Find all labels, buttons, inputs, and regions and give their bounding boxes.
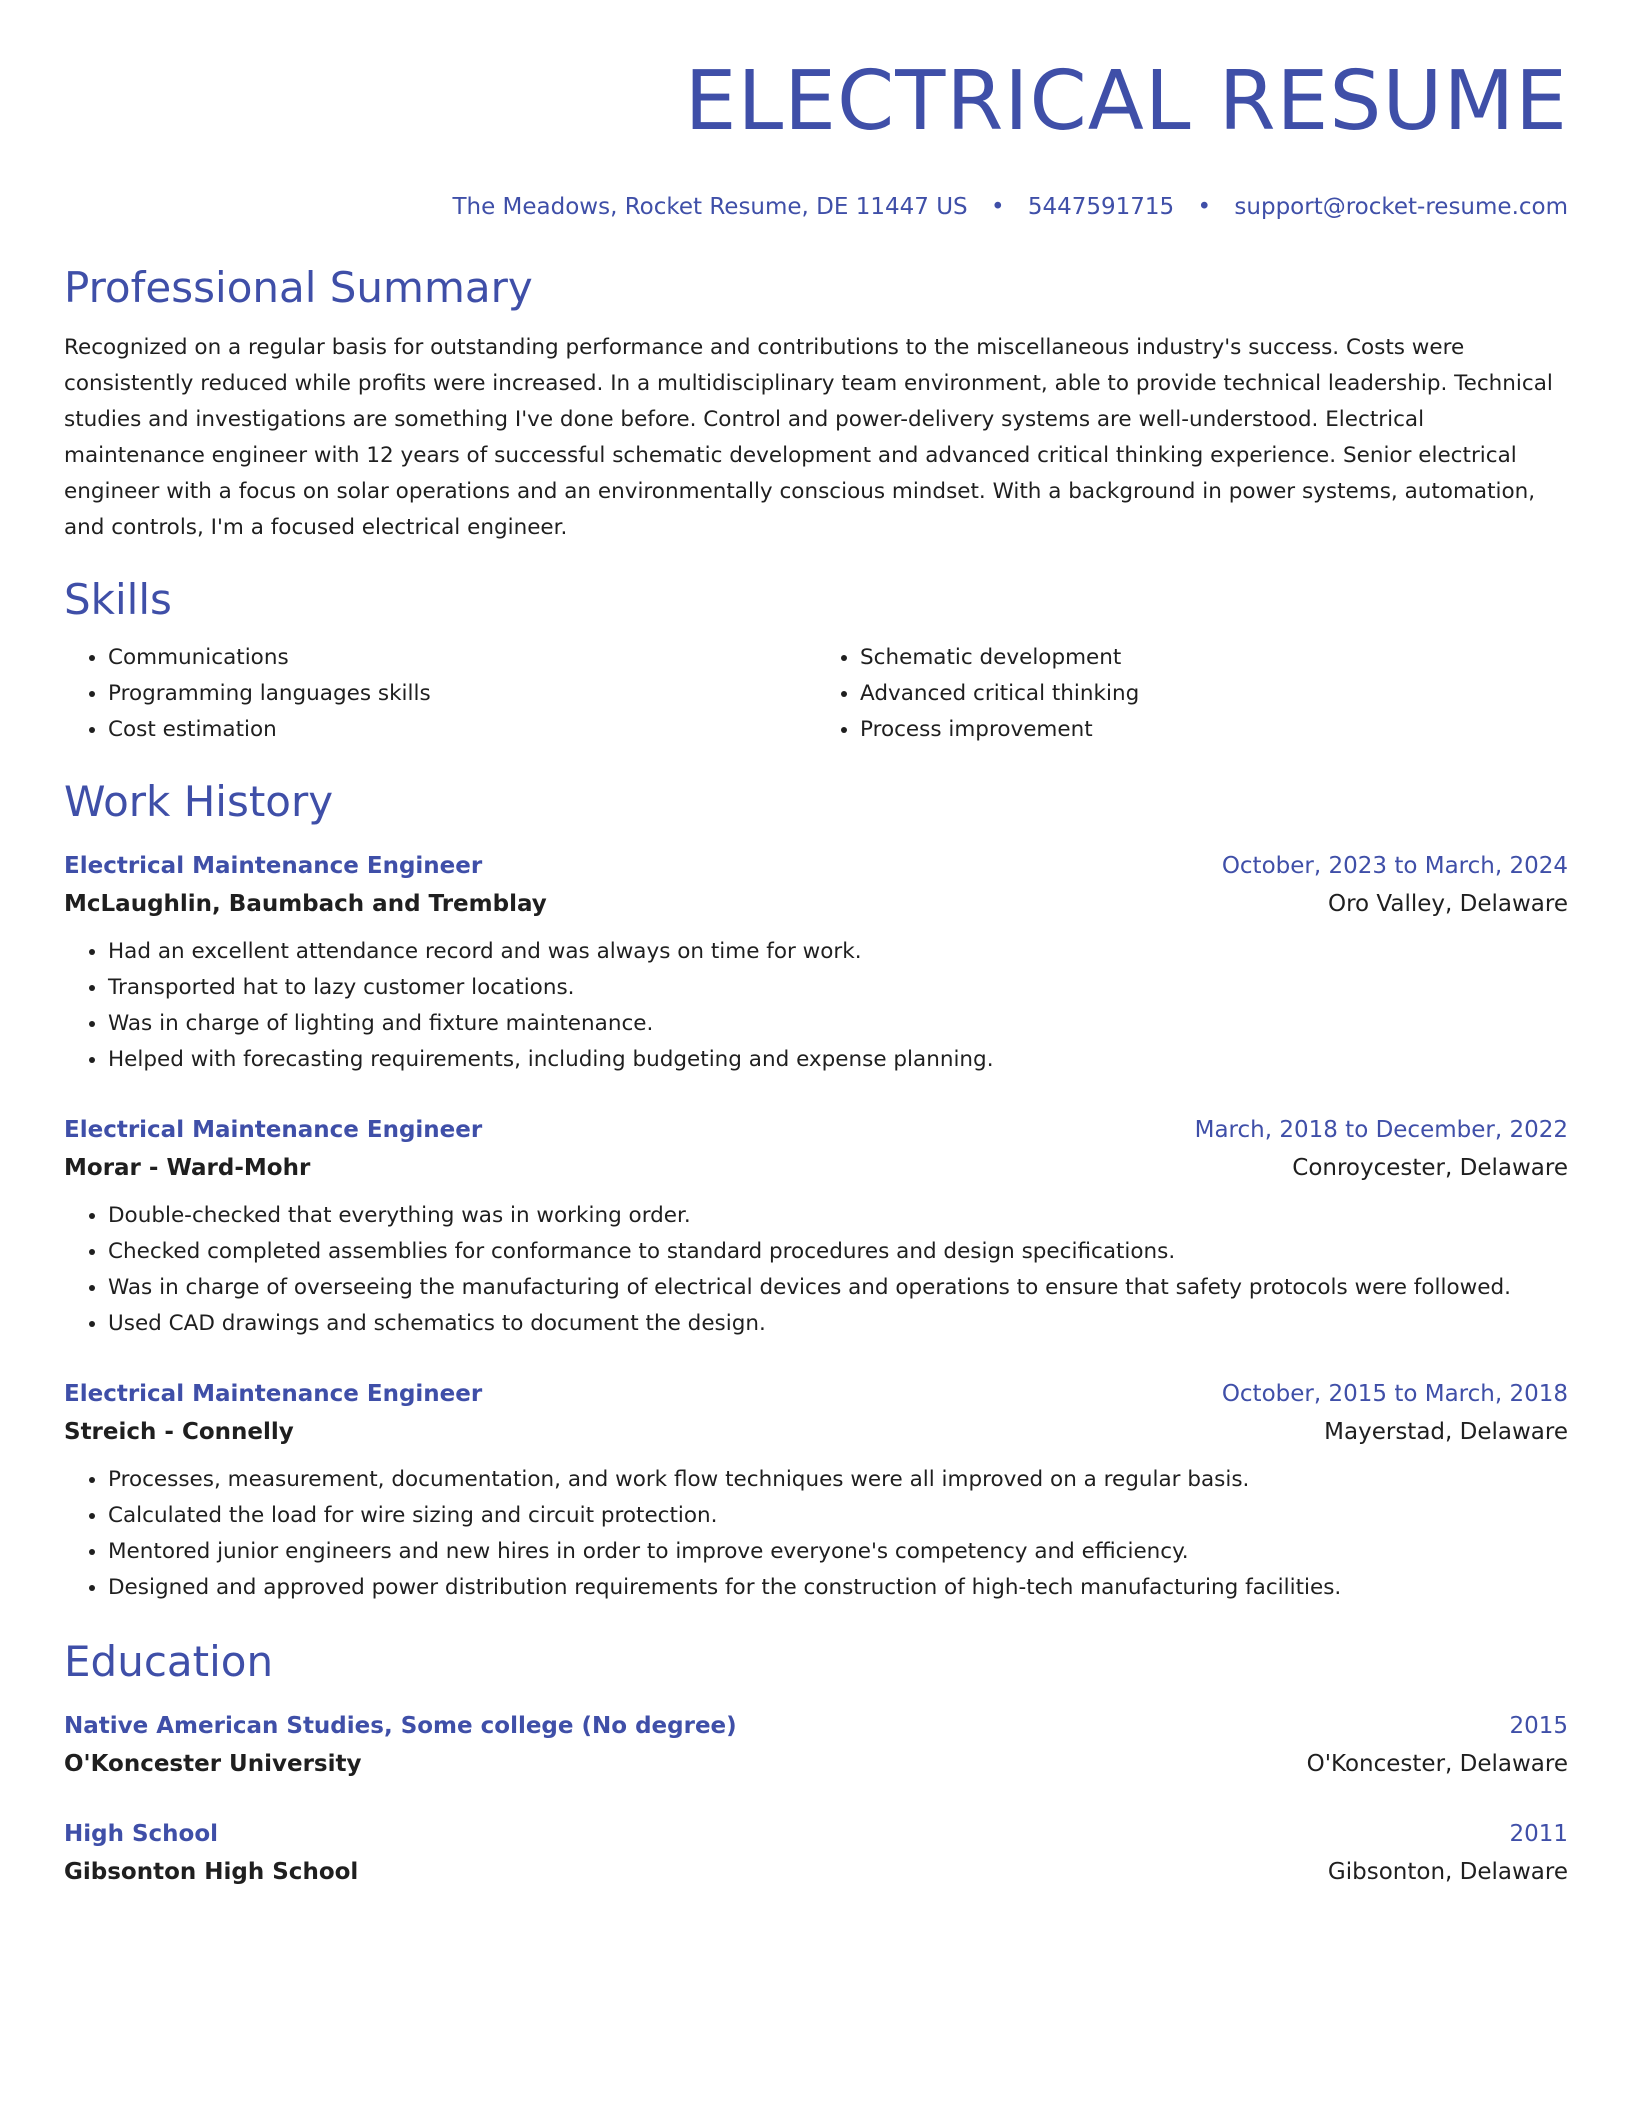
education-school: O'Koncester University	[64, 1751, 362, 1777]
resume-name: ELECTRICAL RESUME	[684, 54, 1568, 149]
education-year: 2015	[1509, 1713, 1568, 1739]
job-bullet: • Checked completed assemblies for conformance to standard procedures and design specifications.	[108, 1234, 1568, 1270]
job-bullets	[64, 934, 1568, 1078]
skill-item: • Schematic development	[860, 640, 1568, 676]
job-bullet: • Mentored junior engineers and new hires in order to improve everyone's competency and efficiency.	[108, 1534, 1568, 1570]
job-bullet: • Calculated the load for wire sizing and circuit protection.	[108, 1498, 1568, 1534]
summary-text: Recognized on a regular basis for outstanding performance and contributions to the miscellaneous industry's success. Costs were consistently reduced while profits were increased. In a multidisciplinary team environment, able to provide technical leadership. Technical studies and investigations are something I've done before. Control and power-delivery systems are well-understood. Electrical maintenance engineer with 12 years of successful schematic development and advanced critical thinking experience. Senior electrical engineer with a focus on solar operations and an environmentally conscious mindset. With a background in power systems, automation, and controls, I'm a focused electrical engineer.	[64, 335, 1553, 540]
contact-separator: •	[1197, 194, 1212, 220]
education-location: O'Koncester, Delaware	[1306, 1751, 1568, 1777]
job-bullet: • Was in charge of overseeing the manufacturing of electrical devices and operations to ensure that safety protocols were followed.	[108, 1270, 1568, 1306]
contact-phone: 5447591715	[1027, 194, 1175, 220]
job-bullet: • Used CAD drawings and schematics to document the design.	[108, 1306, 1568, 1342]
skill-item: • Programming languages skills	[108, 676, 816, 712]
skill-item: • Advanced critical thinking	[860, 676, 1568, 712]
job-location: Conroycester, Delaware	[1292, 1155, 1568, 1181]
job-company: Morar - Ward-Mohr	[64, 1155, 311, 1181]
education-school: Gibsonton High School	[64, 1859, 359, 1885]
job-title: Electrical Maintenance Engineer	[64, 853, 483, 879]
job-bullets	[64, 1462, 1568, 1606]
skills-column-right	[816, 640, 1568, 748]
contact-separator: •	[990, 194, 1005, 220]
contact-address: The Meadows, Rocket Resume, DE 11447 US	[452, 194, 968, 220]
job-bullet: • Had an excellent attendance record and was always on time for work.	[108, 934, 1568, 970]
job-bullets	[64, 1198, 1568, 1342]
education-location: Gibsonton, Delaware	[1327, 1859, 1568, 1885]
work-history-heading: Work History	[64, 777, 334, 826]
skill-item: • Process improvement	[860, 712, 1568, 748]
skills-heading: Skills	[64, 575, 172, 624]
contact-line	[64, 192, 1568, 222]
job-company: Streich - Connelly	[64, 1419, 294, 1445]
job-bullet: • Double-checked that everything was in working order.	[108, 1198, 1568, 1234]
job-bullet: • Processes, measurement, documentation, and work flow techniques were all improved on a regular basis.	[108, 1462, 1568, 1498]
job-company: McLaughlin, Baumbach and Tremblay	[64, 891, 547, 917]
job-entry	[64, 1376, 1568, 1606]
skills-column-left	[64, 640, 816, 748]
education-heading: Education	[64, 1637, 274, 1686]
skill-item: • Cost estimation	[108, 712, 816, 748]
education-entry	[64, 1816, 1568, 1892]
education-degree: Native American Studies, Some college (No degree)	[64, 1713, 737, 1739]
contact-email: support@rocket-resume.com	[1234, 194, 1568, 220]
job-bullet: • Designed and approved power distribution requirements for the construction of high-tech manufacturing facilities.	[108, 1570, 1568, 1606]
job-location: Mayerstad, Delaware	[1324, 1419, 1568, 1445]
job-title: Electrical Maintenance Engineer	[64, 1381, 483, 1407]
job-dates: March, 2018 to December, 2022	[1194, 1117, 1568, 1143]
job-bullet: • Helped with forecasting requirements, including budgeting and expense planning.	[108, 1042, 1568, 1078]
job-entry	[64, 1112, 1568, 1342]
job-bullet: • Was in charge of lighting and fixture maintenance.	[108, 1006, 1568, 1042]
skill-item: • Communications	[108, 640, 816, 676]
job-location: Oro Valley, Delaware	[1328, 891, 1568, 917]
job-bullet: • Transported hat to lazy customer locations.	[108, 970, 1568, 1006]
skills-list	[64, 640, 1568, 748]
summary-heading: Professional Summary	[64, 263, 533, 312]
job-title: Electrical Maintenance Engineer	[64, 1117, 483, 1143]
job-dates: October, 2015 to March, 2018	[1221, 1381, 1568, 1407]
education-year: 2011	[1509, 1821, 1568, 1847]
job-entry	[64, 848, 1568, 1078]
job-dates: October, 2023 to March, 2024	[1221, 853, 1568, 879]
education-entry	[64, 1708, 1568, 1784]
education-degree: High School	[64, 1821, 219, 1847]
